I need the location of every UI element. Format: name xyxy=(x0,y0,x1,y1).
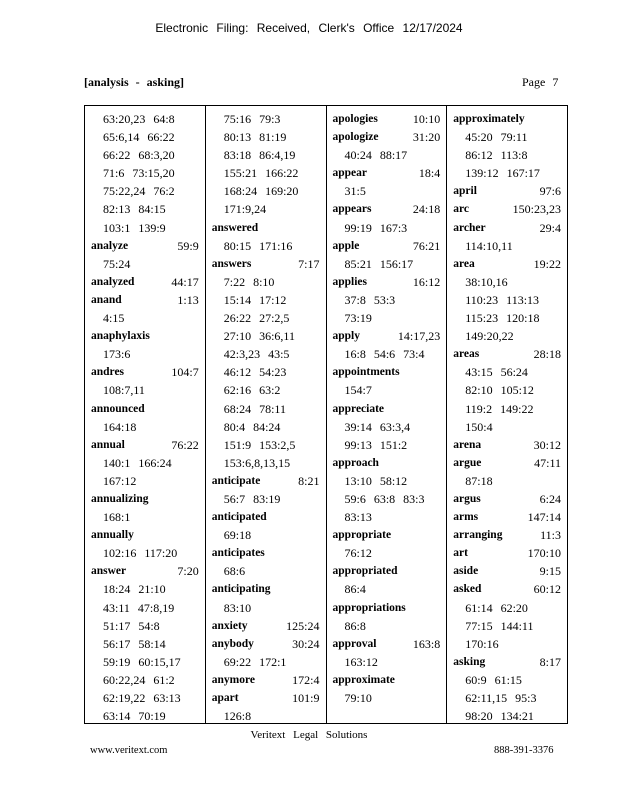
index-references: 62:19,22 63:13 xyxy=(103,691,181,705)
word-index-grid xyxy=(84,105,568,724)
index-term-word: appreciate xyxy=(332,402,385,415)
index-term xyxy=(212,580,320,598)
index-references: 167:12 xyxy=(103,473,137,488)
index-references: 71:6 73:15,20 xyxy=(103,166,175,181)
index-references: 170:16 xyxy=(465,636,499,651)
index-term-word: arms xyxy=(453,511,479,524)
index-term-word: answers xyxy=(211,257,252,270)
index-term xyxy=(453,255,561,273)
index-term-word: apple xyxy=(332,239,360,252)
index-term-first-ref: 172:4 xyxy=(292,672,320,687)
index-references: 56:17 58:14 xyxy=(103,636,166,651)
index-term xyxy=(453,508,561,526)
index-term-word: announced xyxy=(91,402,145,415)
index-term xyxy=(453,182,561,200)
index-references: 80:13 81:19 xyxy=(223,130,287,145)
index-references: 103:1 139:9 xyxy=(103,220,166,235)
index-term-word: approach xyxy=(332,456,379,469)
index-term-first-ref: 47:11 xyxy=(534,455,561,470)
page-number: Page 7 xyxy=(522,75,559,89)
index-term-first-ref: 16:12 xyxy=(412,274,441,289)
index-term xyxy=(333,363,441,381)
index-term-word: apply xyxy=(332,330,360,343)
index-references: 62:11,15 95:3 xyxy=(465,691,537,705)
index-term-word: answer xyxy=(91,565,127,578)
index-references: 56:7 83:19 xyxy=(223,491,281,506)
index-term xyxy=(333,273,441,291)
index-references: 86:8 xyxy=(344,618,366,633)
index-term-word: aside xyxy=(453,565,479,578)
index-term-first-ref: 6:24 xyxy=(539,491,561,506)
index-term-first-ref: 19:22 xyxy=(533,256,561,271)
index-term-first-ref: 10:10 xyxy=(412,112,441,126)
index-term xyxy=(333,562,441,580)
index-references: 76:12 xyxy=(344,546,372,561)
index-term-word: annual xyxy=(91,438,125,451)
index-references: 59:19 60:15,17 xyxy=(103,654,181,669)
index-term-first-ref: 30:24 xyxy=(292,636,320,651)
index-term-word: anand xyxy=(91,293,122,306)
index-references: 171:9,24 xyxy=(223,202,267,217)
index-term-first-ref: 31:20 xyxy=(412,130,441,145)
index-references: 37:8 53:3 xyxy=(344,292,396,307)
index-references: 83:10 xyxy=(223,600,252,615)
index-references: 45:20 79:11 xyxy=(465,130,528,145)
index-term-word: analyzed xyxy=(91,275,135,288)
index-term-first-ref: 29:4 xyxy=(539,220,561,235)
index-references: 87:18 xyxy=(465,473,493,488)
index-term-first-ref: 104:7 xyxy=(171,365,199,380)
index-term-word: appointments xyxy=(332,366,400,379)
index-term-first-ref: 59:9 xyxy=(177,238,199,253)
index-term-word: appropriated xyxy=(332,565,398,578)
index-term xyxy=(91,526,199,544)
index-term-word: anticipated xyxy=(211,511,267,524)
index-references: 82:10 105:12 xyxy=(465,383,534,398)
index-references: 77:15 144:11 xyxy=(465,618,534,633)
index-references: 75:22,24 76:2 xyxy=(103,184,175,199)
index-term-first-ref: 28:18 xyxy=(533,347,561,362)
index-term-first-ref: 147:14 xyxy=(527,510,561,525)
index-term-word: appropriate xyxy=(332,529,392,542)
index-references: 173:6 xyxy=(103,347,131,362)
index-term xyxy=(453,580,561,598)
index-references: 7:22 8:10 xyxy=(223,274,275,289)
index-term-word: arc xyxy=(453,203,470,216)
index-term-first-ref: 7:17 xyxy=(298,256,320,271)
index-term xyxy=(333,400,441,418)
index-term-word: arena xyxy=(453,438,482,451)
index-term xyxy=(91,327,199,345)
index-references: 39:14 63:3,4 xyxy=(344,419,411,434)
index-term-word: applies xyxy=(332,275,368,288)
index-term-first-ref: 163:8 xyxy=(412,636,441,651)
index-term xyxy=(453,544,561,562)
index-references: 82:13 84:15 xyxy=(103,202,166,217)
index-term xyxy=(453,345,561,363)
index-references: 150:4 xyxy=(465,419,493,434)
index-term xyxy=(91,436,199,454)
index-term-first-ref: 76:21 xyxy=(412,238,441,253)
index-references: 139:12 167:17 xyxy=(465,166,540,181)
index-references: 18:24 21:10 xyxy=(103,582,166,597)
index-term-first-ref: 11:3 xyxy=(540,528,561,543)
index-references: 153:6,8,13,15 xyxy=(223,455,291,470)
index-term-first-ref: 101:9 xyxy=(292,691,320,705)
index-references: 168:1 xyxy=(103,510,131,525)
index-references: 114:10,11 xyxy=(465,238,513,253)
index-references: 65:6,14 66:22 xyxy=(103,130,175,145)
index-column-4 xyxy=(447,106,567,723)
index-references: 108:7,11 xyxy=(103,383,145,398)
index-term-first-ref: 30:12 xyxy=(533,437,561,452)
index-references: 99:19 167:3 xyxy=(344,220,408,235)
index-references: 110:23 113:13 xyxy=(465,292,540,307)
index-term-word: approximately xyxy=(453,113,525,125)
index-references: 42:3,23 43:5 xyxy=(223,347,290,362)
index-term xyxy=(212,219,320,237)
index-term-word: area xyxy=(453,257,475,270)
index-term-word: answered xyxy=(211,221,259,234)
index-term xyxy=(212,255,320,273)
index-references: 63:14 70:19 xyxy=(103,709,166,723)
index-column-3 xyxy=(327,106,448,723)
index-references: 83:13 xyxy=(344,510,372,525)
index-references: 86:12 113:8 xyxy=(465,148,528,163)
index-term-first-ref: 8:17 xyxy=(539,654,561,669)
index-term-first-ref: 1:13 xyxy=(177,292,199,307)
index-term-first-ref: 76:22 xyxy=(171,437,199,452)
index-references: 75:16 79:3 xyxy=(223,112,281,126)
index-term xyxy=(453,454,561,472)
index-term-word: arranging xyxy=(453,529,503,542)
index-references: 168:24 169:20 xyxy=(223,184,299,199)
index-term-first-ref: 7:20 xyxy=(177,564,199,579)
index-term xyxy=(212,689,320,707)
index-term-word: asking xyxy=(453,655,486,668)
index-references: 60:9 61:15 xyxy=(465,672,522,687)
index-term-word: anticipating xyxy=(211,583,271,596)
index-term xyxy=(91,490,199,508)
index-term-word: archer xyxy=(453,221,486,234)
index-range: [analysis - asking] xyxy=(84,75,185,89)
index-term xyxy=(453,219,561,237)
index-term-first-ref: 125:24 xyxy=(286,618,320,633)
index-term xyxy=(91,237,199,255)
index-term xyxy=(453,200,561,218)
index-references: 69:18 xyxy=(223,528,252,543)
index-term-word: art xyxy=(453,547,468,560)
index-term-word: areas xyxy=(453,348,480,361)
index-references: 68:6 xyxy=(223,564,246,579)
index-references: 73:19 xyxy=(344,311,372,326)
index-references: 149:20,22 xyxy=(465,329,514,344)
index-references: 155:21 166:22 xyxy=(223,166,299,181)
index-term-first-ref: 8:21 xyxy=(298,473,320,488)
index-term-first-ref: 170:10 xyxy=(527,546,561,561)
index-references: 40:24 88:17 xyxy=(344,148,408,163)
footer-company: Veritext Legal Solutions xyxy=(250,729,368,741)
index-term xyxy=(212,617,320,635)
index-term xyxy=(453,653,561,671)
index-term xyxy=(453,562,561,580)
index-references: 80:15 171:16 xyxy=(223,238,293,253)
index-term-word: apart xyxy=(211,692,239,704)
index-references: 99:13 151:2 xyxy=(344,437,408,452)
index-term-word: anybody xyxy=(211,637,254,650)
index-term xyxy=(333,327,441,345)
filing-header: Electronic Filing: Received, Clerk's Office 12/17/2024 xyxy=(155,21,463,35)
index-references: 126:8 xyxy=(223,709,252,723)
index-references: 66:22 68:3,20 xyxy=(103,148,175,163)
index-term-word: apologize xyxy=(332,131,379,144)
index-references: 46:12 54:23 xyxy=(223,365,287,380)
index-references: 69:22 172:1 xyxy=(223,654,287,669)
index-term xyxy=(333,128,441,146)
index-term xyxy=(212,472,320,490)
index-references: 38:10,16 xyxy=(465,274,508,289)
index-references: 80:4 84:24 xyxy=(223,419,281,434)
index-term-word: anticipates xyxy=(211,547,265,560)
index-references: 27:10 36:6,11 xyxy=(223,329,295,344)
index-references: 83:18 86:4,19 xyxy=(223,148,296,163)
index-references: 31:5 xyxy=(344,184,366,199)
index-term xyxy=(453,110,561,128)
index-references: 163:12 xyxy=(344,654,378,669)
index-term-word: anxiety xyxy=(211,619,248,632)
index-term-word: analyze xyxy=(91,239,129,252)
index-term xyxy=(333,164,441,182)
index-references: 43:15 56:24 xyxy=(465,365,528,380)
index-term-word: asked xyxy=(453,583,482,596)
index-term xyxy=(333,237,441,255)
index-references: 98:20 134:21 xyxy=(465,709,534,723)
index-term xyxy=(212,544,320,562)
index-term xyxy=(333,110,441,128)
index-term xyxy=(91,400,199,418)
index-references: 51:17 54:8 xyxy=(103,618,160,633)
index-term-first-ref: 97:6 xyxy=(539,184,561,199)
index-term xyxy=(212,671,320,689)
index-term xyxy=(453,436,561,454)
index-term-first-ref: 14:17,23 xyxy=(397,329,441,344)
index-term xyxy=(333,454,441,472)
index-references: 16:8 54:6 73:4 xyxy=(344,347,425,362)
index-term-first-ref: 9:15 xyxy=(539,564,561,579)
index-term xyxy=(212,508,320,526)
index-term-first-ref: 24:18 xyxy=(412,202,441,217)
footer-phone: 888-391-3376 xyxy=(494,745,554,756)
index-term xyxy=(91,562,199,580)
index-references: 140:1 166:24 xyxy=(103,455,172,470)
index-term xyxy=(453,490,561,508)
index-term xyxy=(333,200,441,218)
index-term-first-ref: 150:23,23 xyxy=(512,202,561,217)
index-term xyxy=(333,599,441,617)
index-term-word: appears xyxy=(332,203,372,216)
index-references: 151:9 153:2,5 xyxy=(223,437,296,452)
index-term-word: andres xyxy=(91,366,125,379)
index-references: 68:24 78:11 xyxy=(223,401,286,416)
index-term-word: anaphylaxis xyxy=(91,330,150,343)
index-term-word: argue xyxy=(453,456,482,469)
index-term-word: annually xyxy=(91,529,134,542)
index-term-word: approval xyxy=(332,637,377,650)
index-term-first-ref: 44:17 xyxy=(171,274,199,289)
index-term xyxy=(333,526,441,544)
index-term-word: april xyxy=(453,185,477,198)
index-references: 63:20,23 64:8 xyxy=(103,112,175,126)
index-term-word: appear xyxy=(332,167,367,180)
index-term xyxy=(91,363,199,381)
index-term xyxy=(453,526,561,544)
index-references: 13:10 58:12 xyxy=(344,473,408,488)
index-term xyxy=(333,635,441,653)
index-references: 62:16 63:2 xyxy=(223,383,281,398)
index-term-word: appropriations xyxy=(332,601,406,614)
index-references: 26:22 27:2,5 xyxy=(223,311,290,326)
index-references: 164:18 xyxy=(103,419,137,434)
index-term xyxy=(91,273,199,291)
index-references: 4:15 xyxy=(103,311,125,326)
index-column-1 xyxy=(85,106,206,723)
index-term-word: apologies xyxy=(332,113,378,125)
footer-website: www.veritext.com xyxy=(90,745,168,756)
index-references: 61:14 62:20 xyxy=(465,600,528,615)
index-references: 15:14 17:12 xyxy=(223,292,287,307)
index-references: 43:11 47:8,19 xyxy=(103,600,175,615)
index-term xyxy=(212,635,320,653)
index-references: 119:2 149:22 xyxy=(465,401,534,416)
index-references: 59:6 63:8 83:3 xyxy=(344,491,425,506)
index-references: 60:22,24 61:2 xyxy=(103,672,175,687)
index-references: 75:24 xyxy=(103,256,131,271)
index-term-word: annualizing xyxy=(91,492,149,505)
index-term-word: approximate xyxy=(332,673,395,686)
index-term-first-ref: 18:4 xyxy=(418,166,441,181)
index-term-first-ref: 60:12 xyxy=(533,582,561,597)
index-term-word: argus xyxy=(453,492,481,505)
index-references: 79:10 xyxy=(344,691,372,705)
index-term xyxy=(333,671,441,689)
index-references: 154:7 xyxy=(344,383,372,398)
index-references: 115:23 120:18 xyxy=(465,311,540,326)
index-references: 86:4 xyxy=(344,582,366,597)
index-column-2 xyxy=(206,106,327,723)
index-term-word: anymore xyxy=(211,673,255,686)
index-term-word: anticipate xyxy=(211,474,261,487)
index-references: 102:16 117:20 xyxy=(103,546,178,561)
index-references: 85:21 156:17 xyxy=(344,256,414,271)
index-term xyxy=(91,291,199,309)
